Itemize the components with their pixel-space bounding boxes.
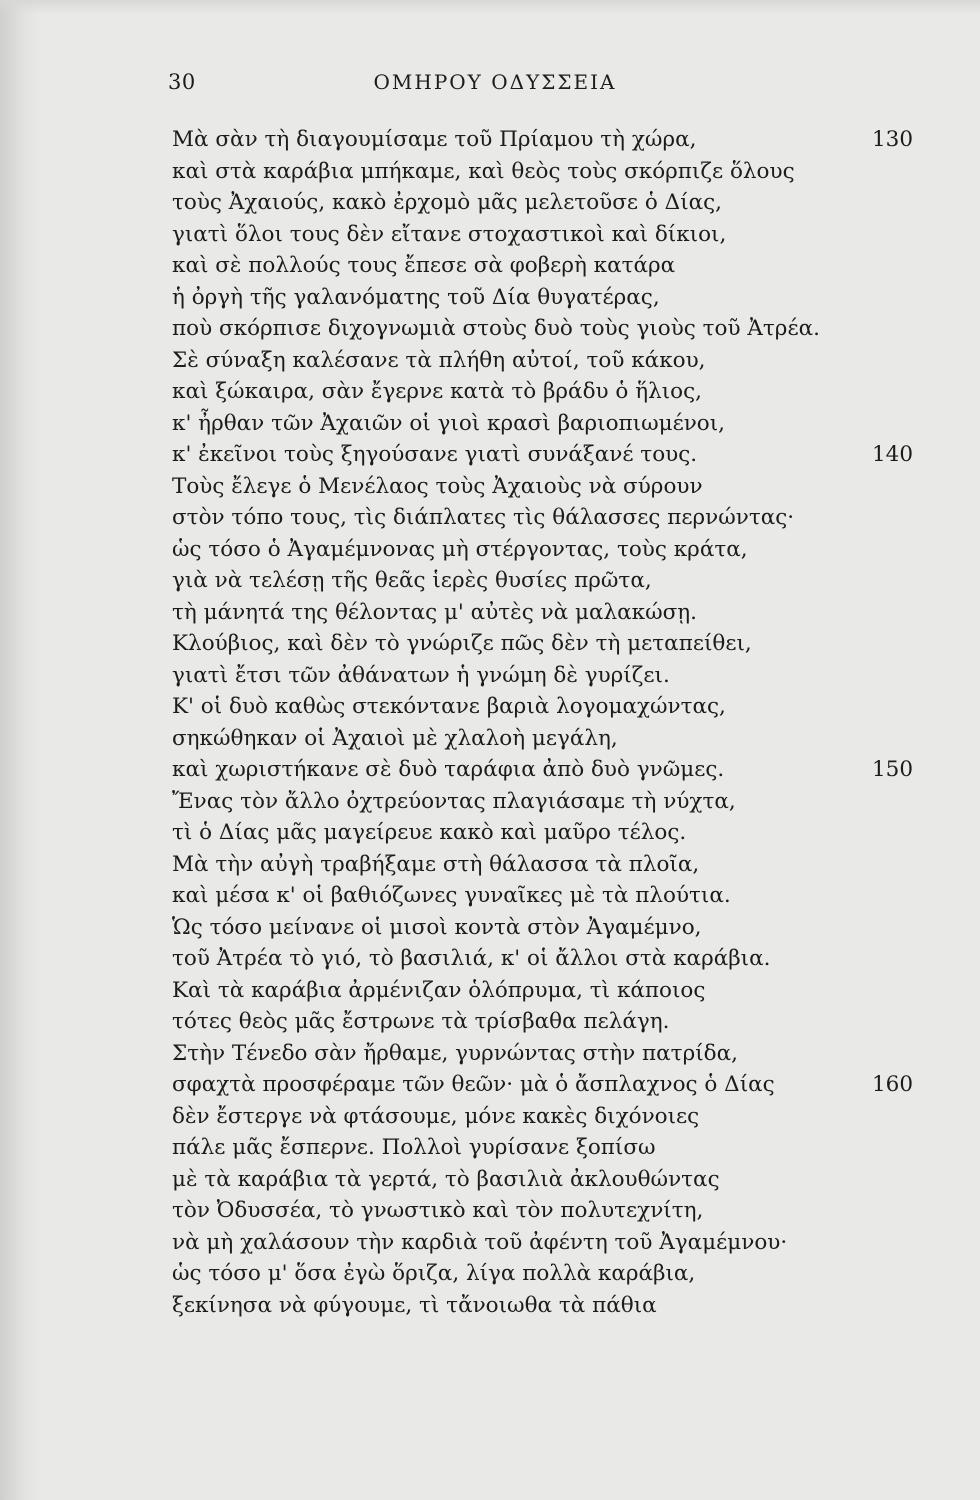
verse-text: τὴ μάνητά της θέλοντας μ' αὐτὲς νὰ μαλακώσῃ.	[172, 599, 697, 625]
verse-text: Στὴν Τένεδο σὰν ἤρθαμε, γυρνώντας στὴν πατρίδα,	[172, 1040, 738, 1066]
verse-line	[172, 250, 922, 282]
verse-text: γιατὶ ἔτσι τῶν ἀθάνατων ἡ γνώμη δὲ γυρίζει.	[172, 662, 670, 688]
verse-text: Ἔνας τὸν ἄλλο ὀχτρεύοντας πλαγιάσαμε τὴ νύχτα,	[172, 788, 736, 814]
verse-line	[172, 817, 922, 849]
verse-line	[172, 156, 922, 188]
verse-line	[172, 849, 922, 881]
verse-line	[172, 1132, 922, 1164]
verse-line	[172, 376, 922, 408]
verse-line	[172, 1038, 922, 1070]
verse-line	[172, 565, 922, 597]
verse-text: Μὰ σὰν τὴ διαγουμίσαμε τοῦ Πρίαμου τὴ χώρα,	[172, 127, 697, 152]
verse-line	[172, 628, 922, 660]
verse-text: Τοὺς ἔλεγε ὁ Μενέλαος τοὺς Ἀχαιοὺς νὰ σύρουν	[172, 473, 703, 499]
verse-line	[172, 124, 922, 156]
verse-line	[172, 943, 922, 975]
verse-line	[172, 1258, 922, 1290]
verse-text: Κλούβιος, καὶ δὲν τὸ γνώριζε πῶς δὲν τὴ μεταπείθει,	[172, 631, 752, 656]
verse-line	[172, 313, 922, 345]
top-edge-shadow	[0, 0, 980, 14]
verse-line	[172, 187, 922, 219]
verse-text: καὶ σὲ πολλούς τους ἔπεσε σὰ φοβερὴ κατάρα	[172, 253, 676, 278]
verse-text: τότες θεὸς μᾶς ἔστρωνε τὰ τρίσβαθα πελάγη.	[172, 1009, 670, 1034]
verse-line	[172, 408, 922, 440]
line-number: 140	[872, 442, 914, 467]
verse-text: Ὡς τόσο μείνανε οἱ μισοὶ κοντὰ στὸν Ἀγαμέμνο,	[172, 914, 702, 940]
verse-line	[172, 219, 922, 251]
verse-text: ὡς τόσο ὁ Ἀγαμέμνονας μὴ στέργοντας, τοὺς κράτα,	[172, 536, 748, 562]
verse-text: τὶ ὁ Δίας μᾶς μαγείρευε κακὸ καὶ μαῦρο τέλος.	[172, 820, 687, 845]
verse-text: ξεκίνησα νὰ φύγουμε, τὶ τἄνοιωθα τὰ πάθια	[172, 1292, 657, 1318]
verse-line	[172, 1006, 922, 1038]
verse-text: τὸν Ὀδυσσέα, τὸ γνωστικὸ καὶ τὸν πολυτεχνίτη,	[172, 1198, 704, 1223]
page-number: 30	[168, 70, 196, 94]
verse-text: νὰ μὴ χαλάσουν τὴν καρδιὰ τοῦ ἀφέντη τοῦ Ἀγαμέμνου·	[172, 1229, 788, 1255]
verse-text: ὡς τόσο μ' ὅσα ἐγὼ ὅριζα, λίγα πολλὰ καράβια,	[172, 1261, 696, 1286]
verse-text: καὶ χωριστήκανε σὲ δυὸ ταράφια ἀπὸ δυὸ γνῶμες.	[172, 757, 725, 782]
verse-line	[172, 1101, 922, 1133]
verse-line	[172, 660, 922, 692]
verse-line	[172, 502, 922, 534]
verse-text: τοὺς Ἀχαιούς, κακὸ ἐρχομὸ μᾶς μελετοῦσε ὁ Δίας,	[172, 190, 723, 215]
verse-text: γιατὶ ὅλοι τους δὲν εἴτανε στοχαστικοὶ καὶ δίκιοι,	[172, 221, 727, 247]
verse-text: κ' ἐκεῖνοι τοὺς ξηγούσανε γιατὶ συνάξανέ τους.	[172, 442, 698, 467]
line-number: 130	[872, 127, 914, 152]
verse-text: πάλε μᾶς ἔσπερνε. Πολλοὶ γυρίσανε ξοπίσω	[172, 1135, 656, 1160]
verse-text: ἡ ὀργὴ τῆς γαλανόματης τοῦ Δία θυγατέρας,	[172, 284, 660, 310]
line-number: 150	[872, 757, 914, 782]
verse-line	[172, 282, 922, 314]
verse-text: τοῦ Ἀτρέα τὸ γιό, τὸ βασιλιά, κ' οἱ ἄλλοι στὰ καράβια.	[172, 946, 771, 971]
verse-line	[172, 754, 922, 786]
verse-text: καὶ στὰ καράβια μπήκαμε, καὶ θεὸς τοὺς σκόρπιζε ὅλους	[172, 158, 795, 184]
verse-text: Σὲ σύναξη καλέσανε τὰ πλήθη αὐτοί, τοῦ κάκου,	[172, 347, 706, 373]
verse-block	[172, 124, 922, 1321]
verse-line	[172, 880, 922, 912]
verse-line	[172, 471, 922, 503]
verse-text: μὲ τὰ καράβια τὰ γερτά, τὸ βασιλιὰ ἀκλουθώντας	[172, 1166, 720, 1192]
verse-text: στὸν τόπο τους, τὶς διάπλατες τὶς θάλασσες περνώντας·	[172, 505, 795, 530]
verse-line	[172, 723, 922, 755]
verse-line	[172, 975, 922, 1007]
verse-line	[172, 345, 922, 377]
line-number: 160	[872, 1072, 914, 1097]
verse-line	[172, 1164, 922, 1196]
verse-line	[172, 534, 922, 566]
verse-text: Μὰ τὴν αὐγὴ τραβήξαμε στὴ θάλασσα τὰ πλοῖα,	[172, 851, 700, 877]
verse-text: Καὶ τὰ καράβια ἀρμένιζαν ὁλόπρυμα, τὶ κάποιος	[172, 977, 706, 1003]
verse-line	[172, 1195, 922, 1227]
verse-text: καὶ μέσα κ' οἱ βαθιόζωνες γυναῖκες μὲ τὰ πλούτια.	[172, 883, 731, 908]
verse-text: ποὺ σκόρπισε διχογνωμιὰ στοὺς δυὸ τοὺς γιοὺς τοῦ Ἀτρέα.	[172, 316, 820, 341]
verse-line	[172, 1227, 922, 1259]
verse-line	[172, 1290, 922, 1322]
verse-line	[172, 1069, 922, 1101]
verse-text: Κ' οἱ δυὸ καθὼς στεκόντανε βαριὰ λογομαχώντας,	[172, 694, 726, 719]
verse-line	[172, 691, 922, 723]
verse-line	[172, 597, 922, 629]
verse-line	[172, 439, 922, 471]
verse-text: γιὰ νὰ τελέσῃ τῆς θεᾶς ἱερὲς θυσίες πρῶτα,	[172, 568, 652, 593]
verse-text: κ' ἦρθαν τῶν Ἀχαιῶν οἱ γιοὶ κρασὶ βαριοπιωμένοι,	[172, 410, 726, 436]
verse-text: καὶ ξώκαιρα, σὰν ἔγερνε κατὰ τὸ βράδυ ὁ ἥλιος,	[172, 379, 702, 404]
running-title: ΟΜΗΡΟΥ ΟΔΥΣΣΕΙΑ	[373, 70, 617, 94]
verse-text: δὲν ἔστεργε νὰ φτάσουμε, μόνε κακὲς διχόνοιες	[172, 1103, 700, 1129]
verse-line	[172, 912, 922, 944]
verse-text: σηκώθηκαν οἱ Ἀχαιοὶ μὲ χλαλοὴ μεγάλη,	[172, 725, 618, 751]
binding-shadow	[0, 0, 40, 1500]
verse-line	[172, 786, 922, 818]
verse-text: σφαχτὰ προσφέραμε τῶν θεῶν· μὰ ὁ ἄσπλαχνος ὁ Δίας	[172, 1072, 775, 1097]
